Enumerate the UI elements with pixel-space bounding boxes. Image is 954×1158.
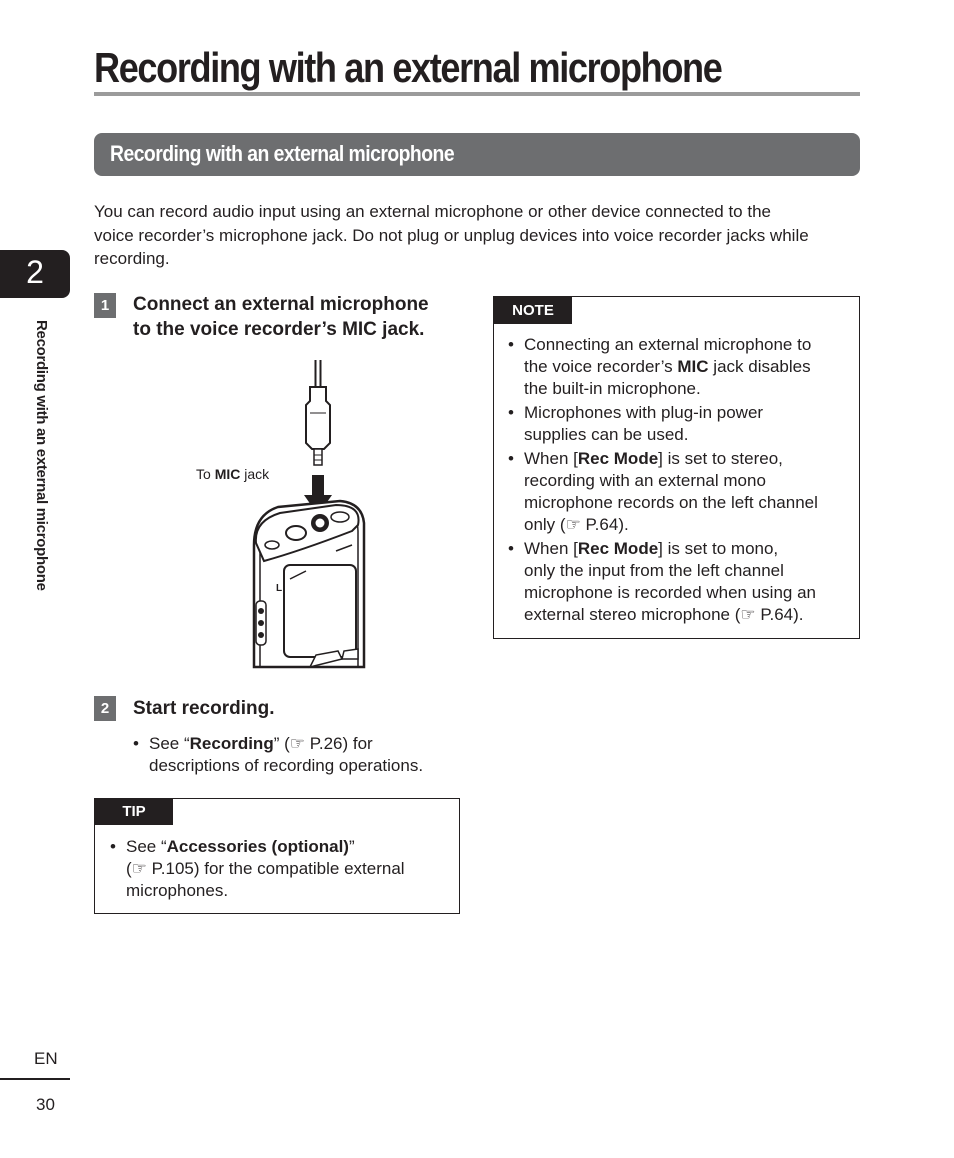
bullet-line xyxy=(126,836,405,858)
bullet-line xyxy=(524,448,818,470)
text-run: ” (☞ P.26) for xyxy=(273,734,373,753)
intro-paragraph xyxy=(94,200,864,271)
bullet-dot: • xyxy=(508,539,514,558)
recorder-screen xyxy=(284,565,356,657)
step-1-badge: 1 xyxy=(94,293,116,318)
text-run: ] is set to stereo, xyxy=(658,449,783,468)
callout-prefix: To xyxy=(196,466,215,482)
page-number: 30 xyxy=(36,1095,55,1114)
bullet-line: supplies can be used. xyxy=(524,425,689,444)
text-run: ] is set to mono, xyxy=(658,539,779,558)
language-label: EN xyxy=(34,1049,58,1068)
note-bullet-3 xyxy=(508,448,853,536)
text-run: the voice recorder’s xyxy=(524,357,678,376)
title-underline xyxy=(94,92,860,96)
bullet-line: Connecting an external microphone to xyxy=(524,335,812,354)
bullet-dot: • xyxy=(508,335,514,354)
callout-suffix: jack xyxy=(240,466,270,482)
device-l-mark: L xyxy=(276,583,283,594)
callout-mic: MIC xyxy=(214,466,241,482)
bullet-dot: • xyxy=(110,837,116,856)
text-run: When [ xyxy=(524,539,578,558)
bullet-dot: • xyxy=(133,734,139,753)
step-2-title: Start recording. xyxy=(133,698,275,719)
note-tag: NOTE xyxy=(494,297,572,324)
side-chapter-label: Recording with an external microphone xyxy=(33,320,50,591)
bold-run: Accessories (optional) xyxy=(166,837,349,856)
intro-line: You can record audio input using an external microphone or other device connected to the xyxy=(94,202,771,221)
intro-line: voice recorder’s microphone jack. Do not plug or unplug devices into voice recorder jacks while xyxy=(94,225,809,245)
step-1-line: to the voice recorder’s MIC jack. xyxy=(133,319,425,340)
bold-run: MIC xyxy=(677,357,709,376)
step-1-line: Connect an external microphone xyxy=(133,294,429,315)
bullet-line: microphones. xyxy=(126,881,229,900)
page-title: Recording with an external microphone xyxy=(94,44,722,91)
bold-run: Recording xyxy=(189,734,274,753)
bullet-line: Microphones with plug-in power xyxy=(524,403,764,422)
bullet-line: (☞ P.105) for the compatible external xyxy=(126,859,405,878)
text-run: When [ xyxy=(524,449,578,468)
bullet-line: microphone is recorded when using an xyxy=(524,583,817,602)
note-bullet-1 xyxy=(508,334,853,400)
bold-run: Rec Mode xyxy=(577,539,659,558)
note-bullet-4 xyxy=(508,538,853,626)
bold-run: Rec Mode xyxy=(577,449,659,468)
bullet-line xyxy=(524,538,816,560)
text-run: jack disables xyxy=(708,357,811,376)
text-run: See “ xyxy=(149,734,190,753)
note-bullet-2 xyxy=(508,402,853,446)
bullet-line xyxy=(524,356,811,378)
section-title: Recording with an external microphone xyxy=(110,141,455,166)
insert-arrow-icon xyxy=(312,475,324,497)
bullet-line: microphone records on the left channel xyxy=(524,493,818,512)
bullet-dot: • xyxy=(508,449,514,468)
bullet-line: the built-in microphone. xyxy=(524,379,701,398)
button-icon xyxy=(286,526,306,540)
mic-plug-icon xyxy=(306,387,330,449)
tip-bullet xyxy=(110,836,450,906)
intro-line: recording. xyxy=(94,249,170,268)
tip-tag: TIP xyxy=(95,799,173,825)
recorder-illustration xyxy=(240,355,380,670)
bullet-line: only (☞ P.64). xyxy=(524,515,629,534)
bullet-line: recording with an external mono xyxy=(524,471,766,490)
bullet-line: only the input from the left channel xyxy=(524,561,784,580)
text-run: See “ xyxy=(126,837,167,856)
footer-rule xyxy=(0,1078,70,1080)
step-2-badge: 2 xyxy=(94,696,116,721)
chapter-number: 2 xyxy=(26,254,44,290)
bullet-line xyxy=(149,733,423,755)
step-2-bullet xyxy=(133,733,463,779)
bullet-dot: • xyxy=(508,403,514,422)
text-run: ” xyxy=(348,837,355,856)
bullet-line: descriptions of recording operations. xyxy=(149,756,424,775)
step-1-text xyxy=(133,292,429,342)
bullet-line: external stereo microphone (☞ P.64). xyxy=(524,605,804,624)
